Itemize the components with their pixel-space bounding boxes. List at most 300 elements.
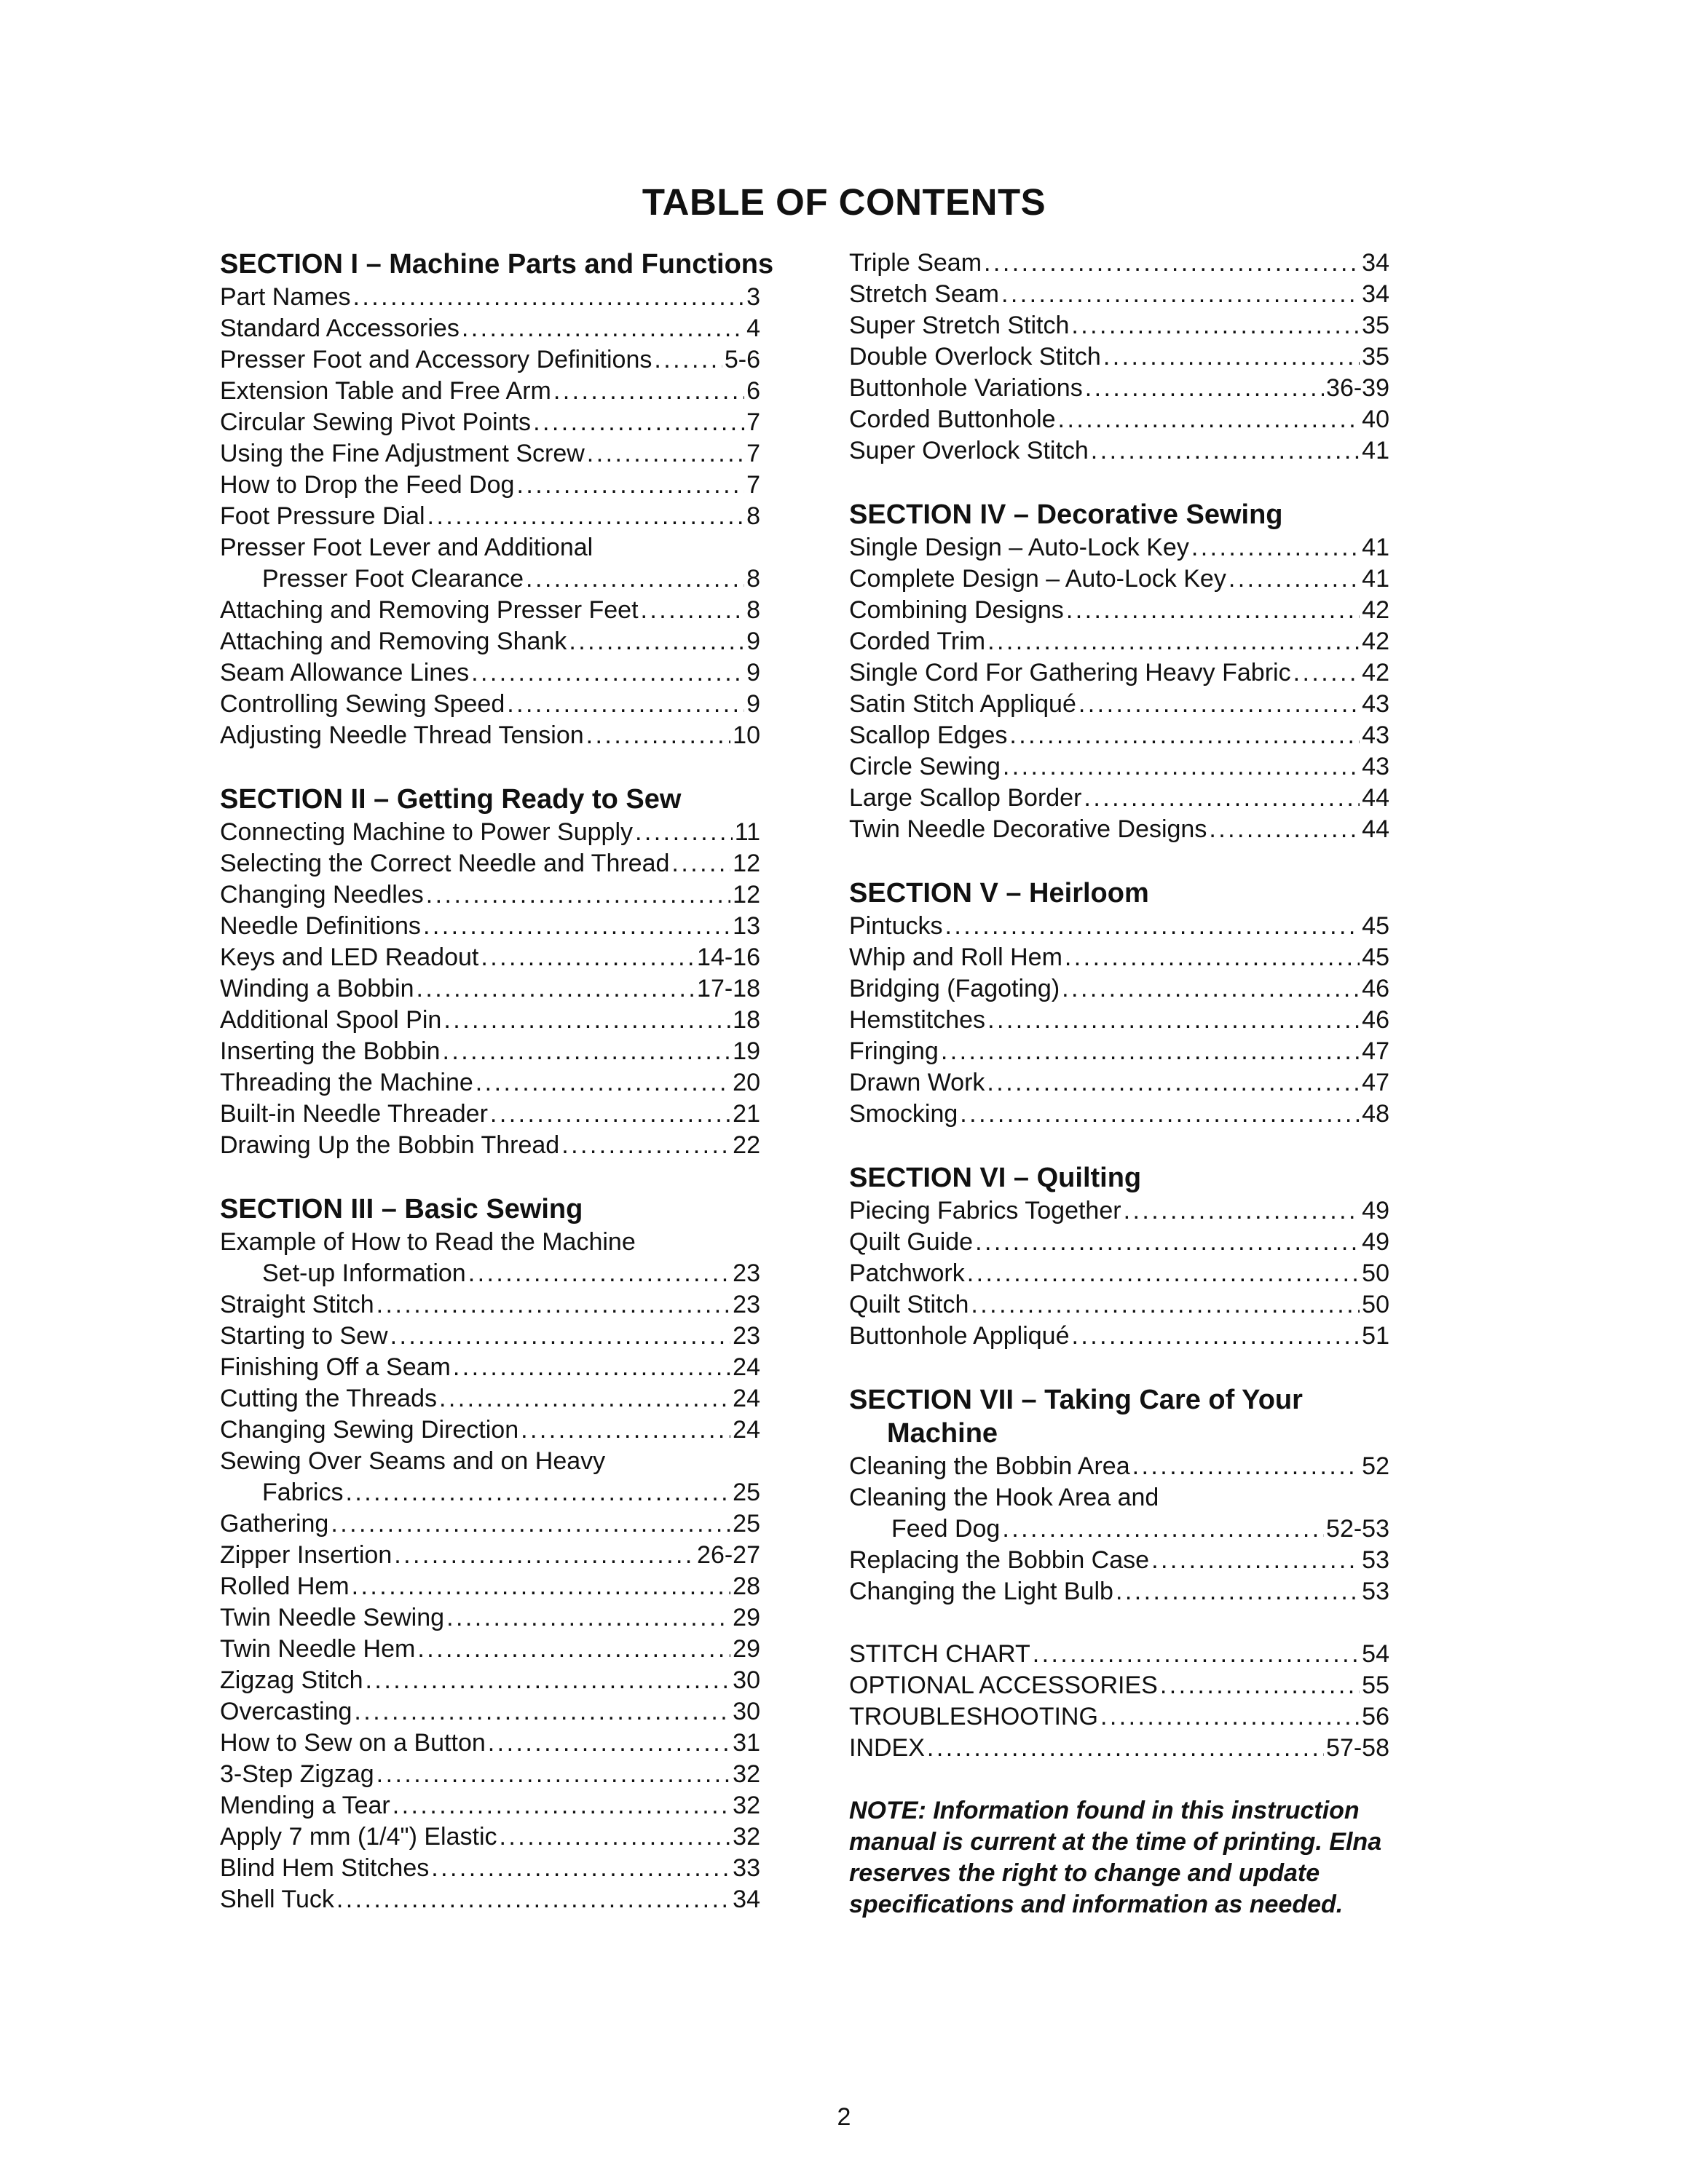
dot-leader: [1209, 814, 1360, 845]
toc-entry-label: Using the Fine Adjustment Screw: [220, 440, 585, 467]
toc-entry-page: 34: [1362, 249, 1389, 277]
toc-entry-page: 46: [1362, 1006, 1389, 1034]
toc-entry-label: Super Stretch Stitch: [849, 312, 1070, 339]
toc-entry-page: 13: [733, 912, 760, 940]
toc-entry[interactable]: [220, 657, 760, 689]
toc-entry[interactable]: [849, 1195, 1389, 1227]
toc-entry-label-continuation: Set-up Information: [262, 1259, 466, 1287]
toc-entry[interactable]: [849, 1289, 1389, 1321]
toc-entry-page: 28: [733, 1572, 760, 1600]
toc-entry[interactable]: [220, 689, 760, 720]
toc-entry-page: 44: [1362, 784, 1389, 812]
dot-leader: [352, 1571, 731, 1602]
toc-entry[interactable]: [849, 1005, 1389, 1036]
dot-leader: [442, 1036, 730, 1067]
toc-entry[interactable]: [220, 1036, 760, 1067]
toc-entry-page: 52: [1362, 1452, 1389, 1480]
toc-entry-page: 32: [733, 1760, 760, 1788]
toc-entry[interactable]: [220, 438, 760, 470]
toc-entry-page: 5-6: [724, 346, 760, 373]
toc-entry-label: Controlling Sewing Speed: [220, 690, 505, 718]
toc-entry-page: 19: [733, 1037, 760, 1065]
toc-entry-label: Changing the Light Bulb: [849, 1578, 1113, 1605]
toc-entry[interactable]: [849, 720, 1389, 751]
toc-entry-label: Seam Allowance Lines: [220, 659, 470, 687]
toc-entry-label-line: [849, 1482, 1389, 1514]
toc-entry-page: 51: [1362, 1322, 1389, 1350]
toc-entry[interactable]: [220, 911, 760, 942]
toc-entry[interactable]: [849, 814, 1389, 845]
toc-section-group: [849, 1639, 1389, 1764]
toc-entry[interactable]: [849, 1321, 1389, 1352]
toc-entry[interactable]: [220, 1067, 760, 1099]
dot-leader: [1091, 435, 1360, 467]
toc-entry-label: Threading the Machine: [220, 1069, 473, 1096]
toc-entry-label: Whip and Roll Hem: [849, 943, 1062, 971]
toc-entry-label: Starting to Sew: [220, 1322, 388, 1350]
toc-entry-label: Cleaning the Hook Area and: [849, 1484, 1159, 1511]
dot-leader: [960, 1099, 1360, 1130]
toc-entry-page: 57-58: [1326, 1734, 1389, 1762]
toc-entry[interactable]: [220, 720, 760, 751]
toc-entry-page: 22: [733, 1131, 760, 1159]
toc-entry[interactable]: [849, 248, 1389, 279]
dot-leader: [1065, 942, 1360, 973]
toc-entry-label: How to Sew on a Button: [220, 1729, 486, 1757]
toc-entry[interactable]: [220, 1634, 760, 1665]
toc-entry-page: 8: [746, 596, 760, 624]
section-heading-text: SECTION VI – Quilting: [849, 1163, 1142, 1193]
toc-entry-label: Winding a Bobbin: [220, 975, 414, 1002]
toc-entry-page: 52-53: [1326, 1515, 1389, 1543]
toc-entry-page: 3: [746, 283, 760, 311]
toc-entry[interactable]: [220, 1821, 760, 1853]
toc-entry-label: Buttonhole Appliqué: [849, 1322, 1070, 1350]
toc-entry[interactable]: [849, 1067, 1389, 1099]
toc-entry-label: Gathering: [220, 1510, 329, 1538]
toc-entry[interactable]: [220, 1853, 760, 1884]
toc-entry-label: Satin Stitch Appliqué: [849, 690, 1076, 718]
dot-leader: [1071, 1321, 1360, 1352]
toc-entry-label: Extension Table and Free Arm: [220, 377, 551, 405]
toc-entry[interactable]: [220, 1415, 760, 1446]
toc-entry-page: 23: [733, 1291, 760, 1318]
toc-entry-page: 29: [733, 1635, 760, 1663]
toc-entry-page: 24: [733, 1416, 760, 1444]
dot-leader: [1003, 751, 1360, 783]
toc-entry[interactable]: [220, 879, 760, 911]
toc-entry-page: 47: [1362, 1069, 1389, 1096]
toc-entry-label: Complete Design – Auto-Lock Key: [849, 565, 1226, 593]
dot-leader: [1132, 1451, 1360, 1482]
toc-entry-page: 41: [1362, 565, 1389, 593]
toc-entry-label: Presser Foot Lever and Additional: [220, 534, 593, 561]
toc-entry[interactable]: [220, 1884, 760, 1915]
toc-entry-page: 8: [746, 502, 760, 530]
toc-entry-label: Attaching and Removing Presser Feet: [220, 596, 639, 624]
dot-leader: [471, 657, 744, 689]
dot-leader: [1002, 1514, 1324, 1545]
toc-entry[interactable]: [849, 595, 1389, 626]
toc-entry-label: Presser Foot and Accessory Definitions: [220, 346, 652, 373]
toc-section-section-iv-decorative-sewing: [849, 498, 1389, 845]
toc-entry[interactable]: [849, 1099, 1389, 1130]
toc-entry-label: 3-Step Zigzag: [220, 1760, 374, 1788]
toc-entry-page: 6: [746, 377, 760, 405]
toc-entry-page: 11: [734, 818, 760, 846]
toc-entry-label: Scallop Edges: [849, 721, 1008, 749]
toc-entry[interactable]: [220, 313, 760, 344]
disclaimer-note: NOTE: Information found in this instruction manual is current at the time of printing. Elna reserves the right to change and update specifications and information as needed.: [849, 1797, 1382, 1918]
toc-entry-page: 49: [1362, 1228, 1389, 1256]
toc-entry-page: 7: [746, 471, 760, 499]
toc-entry-label: Triple Seam: [849, 249, 982, 277]
toc-section-section-vi-quilting: [849, 1161, 1389, 1352]
toc-entry[interactable]: [220, 1728, 760, 1759]
toc-entry[interactable]: [849, 751, 1389, 783]
toc-entry-label: Twin Needle Decorative Designs: [849, 815, 1207, 843]
section-heading-text: SECTION VII – Taking Care of Your: [849, 1385, 1303, 1415]
toc-entry[interactable]: [220, 1099, 760, 1130]
toc-entry-label-continuation: Fabrics: [262, 1479, 344, 1506]
dot-leader: [423, 911, 730, 942]
toc-entry-label: Circular Sewing Pivot Points: [220, 408, 532, 436]
section-heading: [220, 1192, 760, 1226]
toc-entry-page: 12: [733, 881, 760, 909]
toc-entry-label: STITCH CHART: [849, 1640, 1030, 1668]
dot-leader: [427, 501, 745, 532]
toc-entry-page: 23: [733, 1322, 760, 1350]
toc-entry-label: OPTIONAL ACCESSORIES: [849, 1671, 1158, 1699]
toc-entry-label: Blind Hem Stitches: [220, 1854, 430, 1882]
toc-entry-label: Rolled Hem: [220, 1572, 350, 1600]
toc-entry-page: 30: [733, 1666, 760, 1694]
toc-entry-label: Mending a Tear: [220, 1792, 390, 1819]
toc-entry[interactable]: [220, 344, 760, 376]
section-heading: [849, 1161, 1389, 1195]
toc-entry[interactable]: [220, 1665, 760, 1696]
toc-entry-page: 25: [733, 1510, 760, 1538]
page-number: 2: [837, 2103, 851, 2131]
toc-entry-label: Fringing: [849, 1037, 939, 1065]
toc-section-section-ii-getting-ready-to-sew: [220, 783, 760, 1161]
toc-entry[interactable]: [849, 404, 1389, 435]
toc-entry[interactable]: [849, 279, 1389, 310]
toc-entry[interactable]: [849, 435, 1389, 467]
toc-entry-label: Zipper Insertion: [220, 1541, 393, 1569]
toc-entry[interactable]: [849, 1036, 1389, 1067]
toc-entry[interactable]: [220, 1571, 760, 1602]
dot-leader: [987, 1005, 1360, 1036]
toc-entry-label: Part Names: [220, 283, 351, 311]
toc-entry[interactable]: [849, 783, 1389, 814]
section-heading-continuation: Machine: [887, 1418, 998, 1449]
toc-entry-page: 44: [1362, 815, 1389, 843]
toc-entry[interactable]: [220, 501, 760, 532]
section-heading-text: SECTION III – Basic Sewing: [220, 1194, 583, 1224]
dot-leader: [1228, 563, 1360, 595]
section-heading: [220, 248, 774, 281]
dot-leader: [417, 1634, 730, 1665]
dot-leader: [1001, 279, 1360, 310]
toc-entry-page: 49: [1362, 1197, 1389, 1224]
toc-entry[interactable]: [849, 911, 1389, 942]
dot-leader: [1293, 657, 1360, 689]
toc-entry-label: Cleaning the Bobbin Area: [849, 1452, 1130, 1480]
dot-leader: [975, 1227, 1360, 1258]
toc-entry[interactable]: [849, 1227, 1389, 1258]
toc-entry[interactable]: [220, 1790, 760, 1821]
toc-entry-page: 42: [1362, 596, 1389, 624]
dot-leader: [446, 1602, 730, 1634]
toc-entry-page: 43: [1362, 690, 1389, 718]
toc-right-column: [849, 248, 1389, 1920]
toc-entry-label: Double Overlock Stitch: [849, 343, 1101, 371]
dot-leader: [671, 848, 730, 879]
toc-entry-page: 31: [733, 1729, 760, 1757]
toc-entry-label: Patchwork: [849, 1259, 965, 1287]
toc-entry[interactable]: [220, 848, 760, 879]
toc-entry-page: 8: [746, 565, 760, 593]
toc-entry[interactable]: [220, 470, 760, 501]
toc-entry-page: 48: [1362, 1100, 1389, 1128]
dot-leader: [462, 313, 744, 344]
toc-entry[interactable]: [220, 282, 760, 313]
dot-leader: [1058, 404, 1360, 435]
dot-leader: [1191, 532, 1360, 563]
dot-leader: [516, 470, 744, 501]
dot-leader: [376, 1759, 731, 1790]
toc-entry-page: 7: [746, 408, 760, 436]
toc-section-section-vii-taking-care-of-your: [849, 1383, 1389, 1607]
toc-entry-page: 32: [733, 1792, 760, 1819]
dot-leader: [500, 1821, 731, 1853]
toc-left-column: [220, 248, 774, 1915]
toc-entry-page: 40: [1362, 405, 1389, 433]
toc-entry-label: Attaching and Removing Shank: [220, 628, 567, 655]
dot-leader: [354, 1696, 730, 1728]
toc-entry[interactable]: [220, 1005, 760, 1036]
toc-entry[interactable]: [849, 657, 1389, 689]
toc-entry[interactable]: [220, 1258, 760, 1289]
dot-leader: [393, 1790, 730, 1821]
dot-leader: [1078, 689, 1360, 720]
dot-leader: [521, 1415, 730, 1446]
toc-entry-label: Corded Buttonhole: [849, 405, 1056, 433]
toc-entry[interactable]: [220, 1508, 760, 1540]
toc-entry-page: 30: [733, 1698, 760, 1725]
toc-entry-page: 17-18: [697, 975, 760, 1002]
dot-leader: [1071, 310, 1360, 341]
toc-entry-page: 26-27: [697, 1541, 760, 1569]
toc-entry[interactable]: [220, 626, 760, 657]
toc-entry[interactable]: [220, 1352, 760, 1383]
toc-entry-page: 42: [1362, 659, 1389, 687]
toc-entry-label: Quilt Stitch: [849, 1291, 969, 1318]
toc-entry-label: Hemstitches: [849, 1006, 986, 1034]
toc-entry-label-line: [220, 532, 760, 563]
toc-entry-label: Zigzag Stitch: [220, 1666, 363, 1694]
dot-leader: [553, 376, 744, 407]
toc-entry-label: Inserting the Bobbin: [220, 1037, 441, 1065]
toc-entry[interactable]: [849, 1514, 1389, 1545]
toc-entry[interactable]: [849, 689, 1389, 720]
toc-entry[interactable]: [849, 563, 1389, 595]
toc-entry-label: Corded Trim: [849, 628, 986, 655]
toc-entry[interactable]: [220, 376, 760, 407]
page-title: TABLE OF CONTENTS: [642, 181, 1046, 223]
dot-leader: [453, 1352, 730, 1383]
toc-entry[interactable]: [220, 817, 760, 848]
toc-entry-page: 10: [733, 721, 760, 749]
toc-entry[interactable]: [849, 973, 1389, 1005]
toc-section-section-i-machine-parts-and-functions: [220, 248, 774, 751]
toc-entry-label: Changing Needles: [220, 881, 424, 909]
toc-entry-label: Super Overlock Stitch: [849, 437, 1089, 464]
toc-entry-page: 45: [1362, 943, 1389, 971]
toc-entry[interactable]: [220, 1540, 760, 1571]
toc-section-group: [849, 248, 1389, 467]
section-heading-text: SECTION I – Machine Parts and Functions: [220, 249, 774, 280]
toc-entry-page: 41: [1362, 534, 1389, 561]
toc-entry[interactable]: [849, 1576, 1389, 1607]
toc-entry-page: 46: [1362, 975, 1389, 1002]
toc-entry-page: 56: [1362, 1703, 1389, 1730]
toc-entry-page: 43: [1362, 721, 1389, 749]
section-heading-text: SECTION IV – Decorative Sewing: [849, 499, 1283, 530]
section-heading-text: SECTION II – Getting Ready to Sew: [220, 784, 682, 815]
dot-leader: [417, 973, 695, 1005]
dot-leader: [394, 1540, 695, 1571]
toc-entry-label: Drawing Up the Bobbin Thread: [220, 1131, 560, 1159]
toc-entry[interactable]: [220, 1759, 760, 1790]
toc-entry[interactable]: [220, 1321, 760, 1352]
toc-entry-label: TROUBLESHOOTING: [849, 1703, 1098, 1730]
toc-entry-label: Twin Needle Sewing: [220, 1604, 445, 1631]
toc-entry-label: Pintucks: [849, 912, 943, 940]
toc-entry[interactable]: [220, 973, 760, 1005]
toc-entry-page: 53: [1362, 1546, 1389, 1574]
toc-entry-label: Large Scallop Border: [849, 784, 1082, 812]
dot-leader: [488, 1728, 730, 1759]
toc-entry-page: 34: [733, 1886, 760, 1913]
toc-entry[interactable]: [220, 1696, 760, 1728]
toc-entry-page: 4: [746, 314, 760, 342]
toc-entry-label: Cutting the Threads: [220, 1385, 437, 1412]
toc-entry-page: 7: [746, 440, 760, 467]
toc-entry-label-continuation: Feed Dog: [891, 1515, 1001, 1543]
toc-entry-page: 29: [733, 1604, 760, 1631]
toc-entry-label: INDEX: [849, 1734, 925, 1762]
toc-entry[interactable]: [849, 1733, 1389, 1764]
dot-leader: [481, 942, 695, 973]
toc-entry-page: 47: [1362, 1037, 1389, 1065]
toc-entry[interactable]: [849, 532, 1389, 563]
toc-entry-label: Needle Definitions: [220, 912, 421, 940]
toc-entry-page: 12: [733, 850, 760, 877]
toc-entry-label: Adjusting Needle Thread Tension: [220, 721, 584, 749]
toc-entry-label: Quilt Guide: [849, 1228, 974, 1256]
toc-entry[interactable]: [220, 1289, 760, 1321]
dot-leader: [635, 817, 733, 848]
dot-leader: [1085, 373, 1324, 404]
section-heading: [220, 783, 760, 816]
toc-entry[interactable]: [220, 1383, 760, 1415]
dot-leader: [426, 879, 730, 911]
toc-entry[interactable]: [220, 1602, 760, 1634]
dot-leader: [967, 1258, 1360, 1289]
toc-entry-page: 9: [746, 659, 760, 687]
toc-entry-page: 35: [1362, 312, 1389, 339]
toc-entry-page: 34: [1362, 280, 1389, 308]
toc-entry[interactable]: [849, 1639, 1389, 1670]
toc-entry-page: 55: [1362, 1671, 1389, 1699]
toc-entry[interactable]: [220, 1477, 760, 1508]
toc-entry[interactable]: [849, 626, 1389, 657]
toc-entry[interactable]: [849, 1545, 1389, 1576]
dot-leader: [533, 407, 744, 438]
toc-entry-page: 18: [733, 1006, 760, 1034]
toc-entry-page: 42: [1362, 628, 1389, 655]
toc-entry[interactable]: [220, 1130, 760, 1161]
dot-leader: [353, 282, 745, 313]
toc-entry-label: Apply 7 mm (1/4") Elastic: [220, 1823, 497, 1851]
dot-leader: [1116, 1576, 1360, 1607]
toc-entry[interactable]: [849, 1701, 1389, 1733]
toc-entry-label: Circle Sewing: [849, 753, 1001, 780]
dot-leader: [1066, 595, 1360, 626]
toc-entry[interactable]: [849, 373, 1389, 404]
dot-leader: [587, 438, 744, 470]
toc-entry-page: 21: [733, 1100, 760, 1128]
toc-entry[interactable]: [220, 942, 760, 973]
dot-leader: [1100, 1701, 1360, 1733]
toc-entry[interactable]: [849, 310, 1389, 341]
dot-leader: [431, 1853, 730, 1884]
toc-entry-label: Sewing Over Seams and on Heavy: [220, 1447, 606, 1475]
toc-entry-label: Stretch Seam: [849, 280, 999, 308]
toc-entry[interactable]: [849, 942, 1389, 973]
toc-entry-page: 24: [733, 1353, 760, 1381]
dot-leader: [366, 1665, 731, 1696]
dot-leader: [1009, 720, 1360, 751]
toc-entry[interactable]: [849, 341, 1389, 373]
toc-entry-label-line: [220, 1446, 760, 1477]
dot-leader: [1033, 1639, 1360, 1670]
dot-leader: [941, 1036, 1360, 1067]
toc-entry-page: 35: [1362, 343, 1389, 371]
toc-entry[interactable]: [849, 1451, 1389, 1482]
toc-entry-page: 9: [746, 690, 760, 718]
toc-entry[interactable]: [220, 563, 760, 595]
toc-entry-page: 9: [746, 628, 760, 655]
toc-entry-label: Changing Sewing Direction: [220, 1416, 519, 1444]
toc-entry[interactable]: [220, 407, 760, 438]
toc-entry-label: Connecting Machine to Power Supply: [220, 818, 633, 846]
toc-entry[interactable]: [220, 595, 760, 626]
section-heading: [849, 498, 1389, 531]
dot-leader: [586, 720, 731, 751]
toc-entry[interactable]: [849, 1670, 1389, 1701]
dot-leader: [376, 1289, 731, 1321]
dot-leader: [476, 1067, 730, 1099]
dot-leader: [526, 563, 744, 595]
toc-section-section-v-heirloom: [849, 877, 1389, 1130]
toc-entry-label: Straight Stitch: [220, 1291, 374, 1318]
toc-entry[interactable]: [849, 1258, 1389, 1289]
dot-leader: [1084, 783, 1360, 814]
dot-leader: [641, 595, 745, 626]
